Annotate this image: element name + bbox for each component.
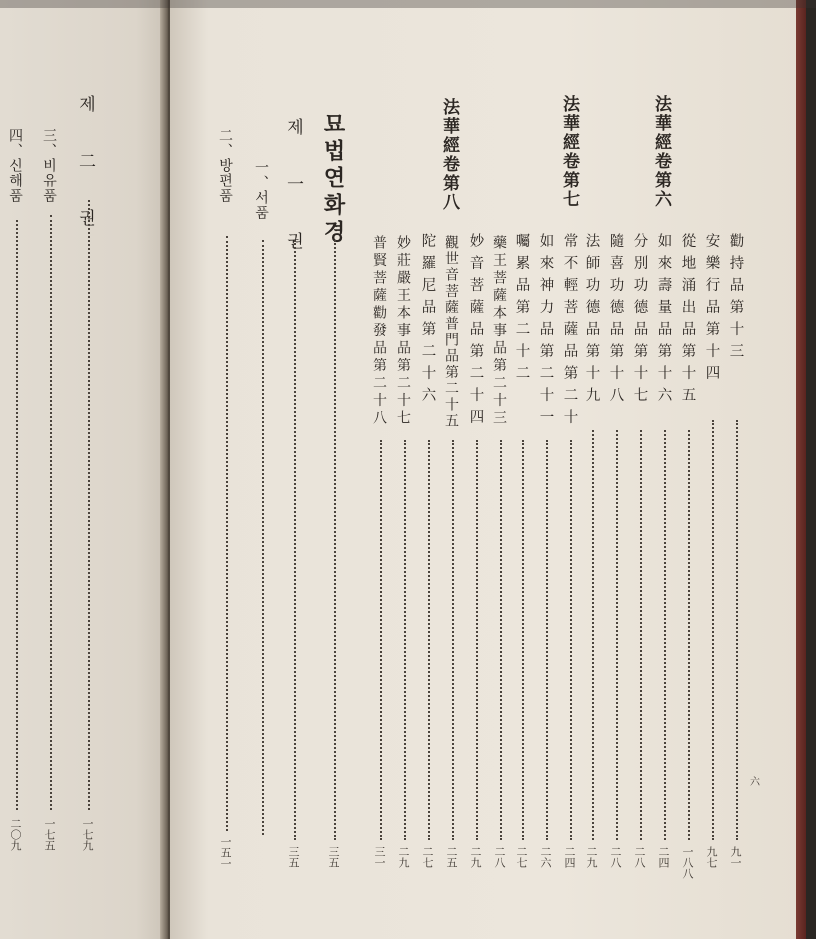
leader-dots bbox=[500, 440, 502, 840]
page-number: 二四 bbox=[563, 846, 576, 868]
leader-dots bbox=[570, 440, 572, 840]
toc-entry: 觀世音菩薩普門品第二十五 bbox=[443, 235, 459, 430]
leader-dots bbox=[664, 430, 666, 840]
toc-entry: 妙音菩薩品第二十四 bbox=[467, 233, 484, 431]
leader-dots bbox=[452, 440, 454, 840]
toc-entry: 勸持品第十三 bbox=[727, 233, 744, 365]
volume-heading: 제 一 권 bbox=[283, 118, 303, 259]
right-page bbox=[170, 0, 806, 939]
toc-entry: 陀羅尼品第二十六 bbox=[419, 233, 436, 409]
page-number: 九一 bbox=[729, 846, 742, 868]
page-number: 二六 bbox=[539, 846, 552, 868]
page-number: 二〇九 bbox=[9, 818, 22, 851]
page-number: 二九 bbox=[469, 846, 482, 868]
page-number: 二七 bbox=[421, 846, 434, 868]
page-number: 九七 bbox=[705, 846, 718, 868]
left-line-entry: 四、신해품 bbox=[7, 128, 23, 203]
page-number: 三一 bbox=[373, 846, 386, 868]
volume-heading: 法華經卷第八 bbox=[439, 98, 459, 212]
toc-entry: 妙莊嚴王本事品第二十七 bbox=[395, 235, 411, 428]
leader-dots bbox=[334, 240, 336, 840]
page-number: 一八八 bbox=[681, 846, 694, 879]
toc-entry: 囑累品第二十二 bbox=[513, 233, 530, 387]
page-number: 一七九 bbox=[81, 818, 94, 851]
leader-dots bbox=[262, 240, 264, 835]
leader-dots bbox=[546, 440, 548, 840]
toc-entry: 法師功德品第十九 bbox=[583, 233, 600, 409]
leader-dots bbox=[712, 420, 714, 840]
cover-edge bbox=[796, 0, 806, 939]
left-line-entry: 三、비유품 bbox=[41, 128, 57, 203]
volume-heading: 法華經卷第六 bbox=[651, 95, 671, 209]
toc-entry: 如來壽量品第十六 bbox=[655, 233, 672, 409]
left-page bbox=[0, 0, 170, 939]
toc-entry: 二、방편품 bbox=[217, 128, 233, 203]
toc-entry: 藥王菩薩本事品第二十三 bbox=[491, 235, 507, 428]
toc-entry: 普賢菩薩勸發品第二十八 bbox=[371, 235, 387, 428]
leader-dots bbox=[522, 440, 524, 840]
toc-entry: 隨喜功德品第十八 bbox=[607, 233, 624, 409]
leader-dots bbox=[16, 220, 18, 810]
leader-dots bbox=[50, 215, 52, 810]
leader-dots bbox=[640, 430, 642, 840]
volume-heading: 法華經卷第七 bbox=[559, 95, 579, 209]
leader-dots bbox=[616, 430, 618, 840]
leader-dots bbox=[294, 240, 296, 840]
page-number: 二七 bbox=[515, 846, 528, 868]
folio-number: 六 bbox=[750, 777, 760, 788]
page-number: 二九 bbox=[585, 846, 598, 868]
toc-entry: 從地涌出品第十五 bbox=[679, 233, 696, 409]
page-number: 二四 bbox=[657, 846, 670, 868]
leader-dots bbox=[592, 430, 594, 840]
left-line-volume: 제 二 권 bbox=[75, 95, 95, 236]
toc-entry: 安樂行品第十四 bbox=[703, 233, 720, 387]
page-number: 三五 bbox=[287, 846, 300, 868]
page-number: 一七五 bbox=[43, 818, 56, 851]
leader-dots bbox=[688, 430, 690, 840]
page-number: 二八 bbox=[633, 846, 646, 868]
leader-dots bbox=[428, 440, 430, 840]
leader-dots bbox=[476, 440, 478, 840]
page-number: 三五 bbox=[327, 846, 340, 868]
leader-dots bbox=[88, 200, 90, 810]
main-heading: 묘법연화경 bbox=[320, 112, 346, 247]
toc-entry: 如來神力品第二十一 bbox=[537, 233, 554, 431]
page-number: 二八 bbox=[609, 846, 622, 868]
toc-entry: 常不輕菩薩品第二十 bbox=[561, 233, 578, 431]
leader-dots bbox=[380, 440, 382, 840]
page-number: 二八 bbox=[493, 846, 506, 868]
page-number: 一五一 bbox=[219, 836, 232, 869]
page-number: 二九 bbox=[397, 846, 410, 868]
page-number: 二五 bbox=[445, 846, 458, 868]
leader-dots bbox=[404, 440, 406, 840]
leader-dots bbox=[226, 236, 228, 831]
top-shadow bbox=[0, 0, 816, 8]
toc-entry: 一、서품 bbox=[253, 160, 269, 220]
leader-dots bbox=[736, 420, 738, 840]
toc-entry: 分別功德品第十七 bbox=[631, 233, 648, 409]
